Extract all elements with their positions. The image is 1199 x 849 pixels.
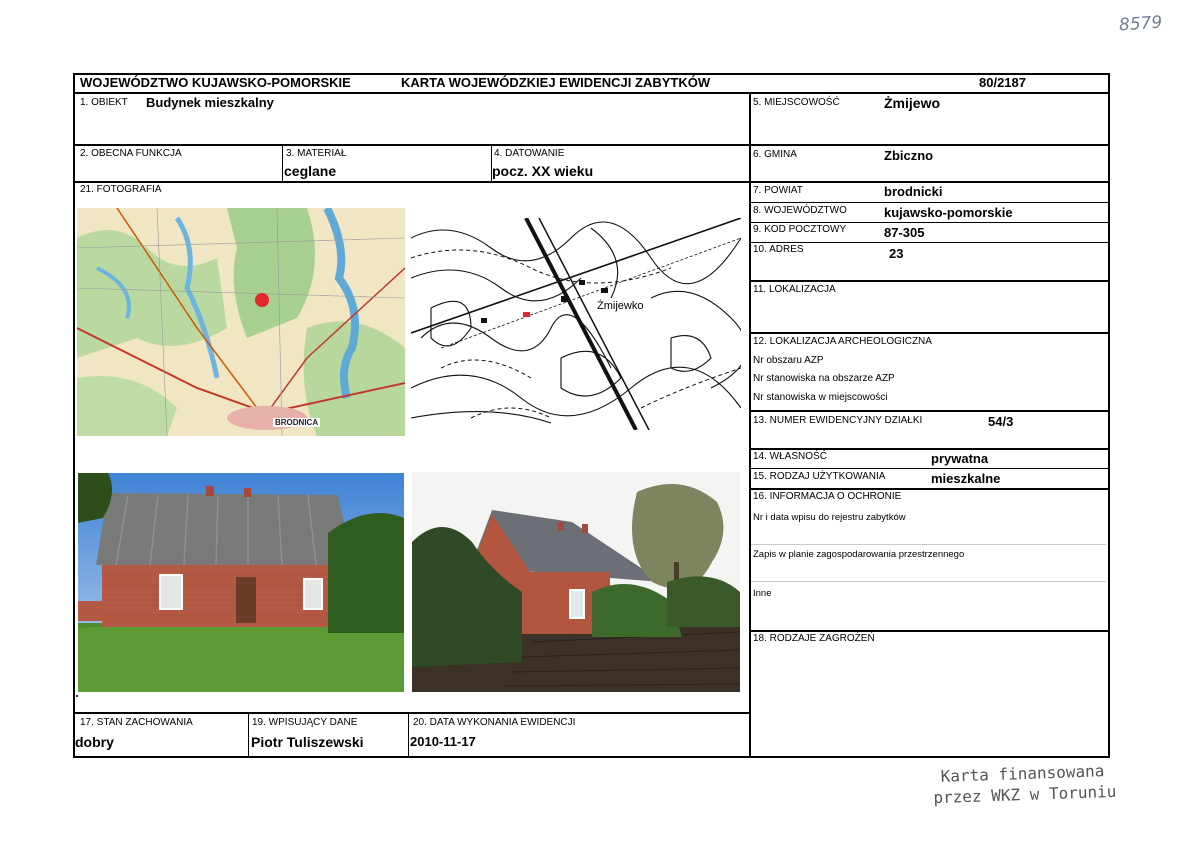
house-photo-side-graphic bbox=[412, 472, 740, 692]
field-1-value: Budynek mieszkalny bbox=[146, 95, 274, 110]
field-12-row-azp: Nr obszaru AZP bbox=[753, 355, 824, 366]
house-photo-front bbox=[78, 473, 404, 692]
card-number: 80/2187 bbox=[979, 75, 1026, 90]
regional-map-graphic bbox=[77, 208, 405, 436]
field-7-value: brodnicki bbox=[884, 184, 943, 199]
scan-dot bbox=[76, 695, 78, 697]
field-1-label: 1. OBIEKT bbox=[80, 97, 128, 108]
field-9-label: 9. KOD POCZTOWY bbox=[753, 224, 847, 235]
field-4-value: pocz. XX wieku bbox=[492, 163, 594, 179]
field-6-label: 6. GMINA bbox=[753, 149, 797, 160]
field-18-label: 18. RODZAJE ZAGROŻEŃ bbox=[753, 633, 875, 644]
topographic-map-image bbox=[411, 218, 741, 430]
field-3-label: 3. MATERIAŁ bbox=[286, 148, 347, 159]
field-20-label: 20. DATA WYKONANIA EWIDENCJI bbox=[413, 717, 576, 728]
field-5-value: Żmijewo bbox=[884, 95, 941, 111]
field-16-row-register: Nr i data wpisu do rejestru zabytków bbox=[753, 512, 906, 523]
field-2-label: 2. OBECNA FUNKCJA bbox=[80, 148, 182, 159]
handwritten-number: 8579 bbox=[1118, 12, 1163, 36]
field-6-value: Zbiczno bbox=[884, 148, 934, 163]
field-16-row-other: Inne bbox=[753, 588, 772, 599]
field-14-label: 14. WŁASNOŚĆ bbox=[753, 451, 827, 462]
map-town-label: BRODNICA bbox=[275, 418, 319, 427]
field-12-row-site: Nr stanowiska na obszarze AZP bbox=[753, 373, 895, 384]
house-photo-front-graphic bbox=[78, 473, 404, 692]
field-21-label: 21. FOTOGRAFIA bbox=[80, 184, 162, 195]
regional-map-image bbox=[77, 208, 405, 436]
field-10-value: 23 bbox=[889, 246, 904, 261]
field-15-label: 15. RODZAJ UŻYTKOWANIA bbox=[753, 471, 886, 482]
field-16-label: 16. INFORMACJA O OCHRONIE bbox=[753, 491, 902, 502]
field-5-label: 5. MIEJSCOWOŚĆ bbox=[753, 97, 840, 108]
field-14-value: prywatna bbox=[931, 451, 989, 466]
region-title: WOJEWÓDZTWO KUJAWSKO-POMORSKIE bbox=[80, 75, 351, 90]
funding-stamp-line-2: przez WKZ w Toruniu bbox=[933, 781, 1117, 808]
field-12-label: 12. LOKALIZACJA ARCHEOLOGICZNA bbox=[753, 336, 932, 347]
field-17-label: 17. STAN ZACHOWANIA bbox=[80, 717, 193, 728]
field-16-row-plan: Zapis w planie zagospodarowania przestrzennego bbox=[753, 549, 965, 560]
field-8-value: kujawsko-pomorskie bbox=[884, 205, 1013, 220]
funding-stamp bbox=[932, 760, 1116, 808]
topographic-map-graphic bbox=[411, 218, 741, 430]
location-marker bbox=[255, 293, 269, 307]
field-4-label: 4. DATOWANIE bbox=[494, 148, 565, 159]
field-15-value: mieszkalne bbox=[931, 471, 1001, 486]
field-13-label: 13. NUMER EWIDENCYJNY DZIAŁKI bbox=[753, 415, 923, 426]
house-photo-side bbox=[412, 472, 740, 692]
topo-village-label: Żmijewko bbox=[597, 300, 644, 312]
field-3-value: ceglane bbox=[284, 163, 337, 179]
field-17-value: dobry bbox=[75, 734, 114, 750]
topo-marker bbox=[523, 312, 530, 317]
field-8-label: 8. WOJEWÓDZTWO bbox=[753, 205, 847, 216]
field-9-value: 87-305 bbox=[884, 225, 925, 240]
field-20-value: 2010-11-17 bbox=[410, 734, 476, 749]
field-12-row-local: Nr stanowiska w miejscowości bbox=[753, 392, 888, 403]
field-11-label: 11. LOKALIZACJA bbox=[753, 284, 836, 295]
field-19-value: Piotr Tuliszewski bbox=[251, 734, 364, 750]
field-13-value: 54/3 bbox=[988, 414, 1014, 429]
field-10-label: 10. ADRES bbox=[753, 244, 804, 255]
funding-stamp-line-1: Karta finansowana bbox=[940, 761, 1105, 786]
card-title: KARTA WOJEWÓDZKIEJ EWIDENCJI ZABYTKÓW bbox=[401, 75, 711, 90]
field-7-label: 7. POWIAT bbox=[753, 185, 803, 196]
field-19-label: 19. WPISUJĄCY DANE bbox=[252, 717, 358, 728]
